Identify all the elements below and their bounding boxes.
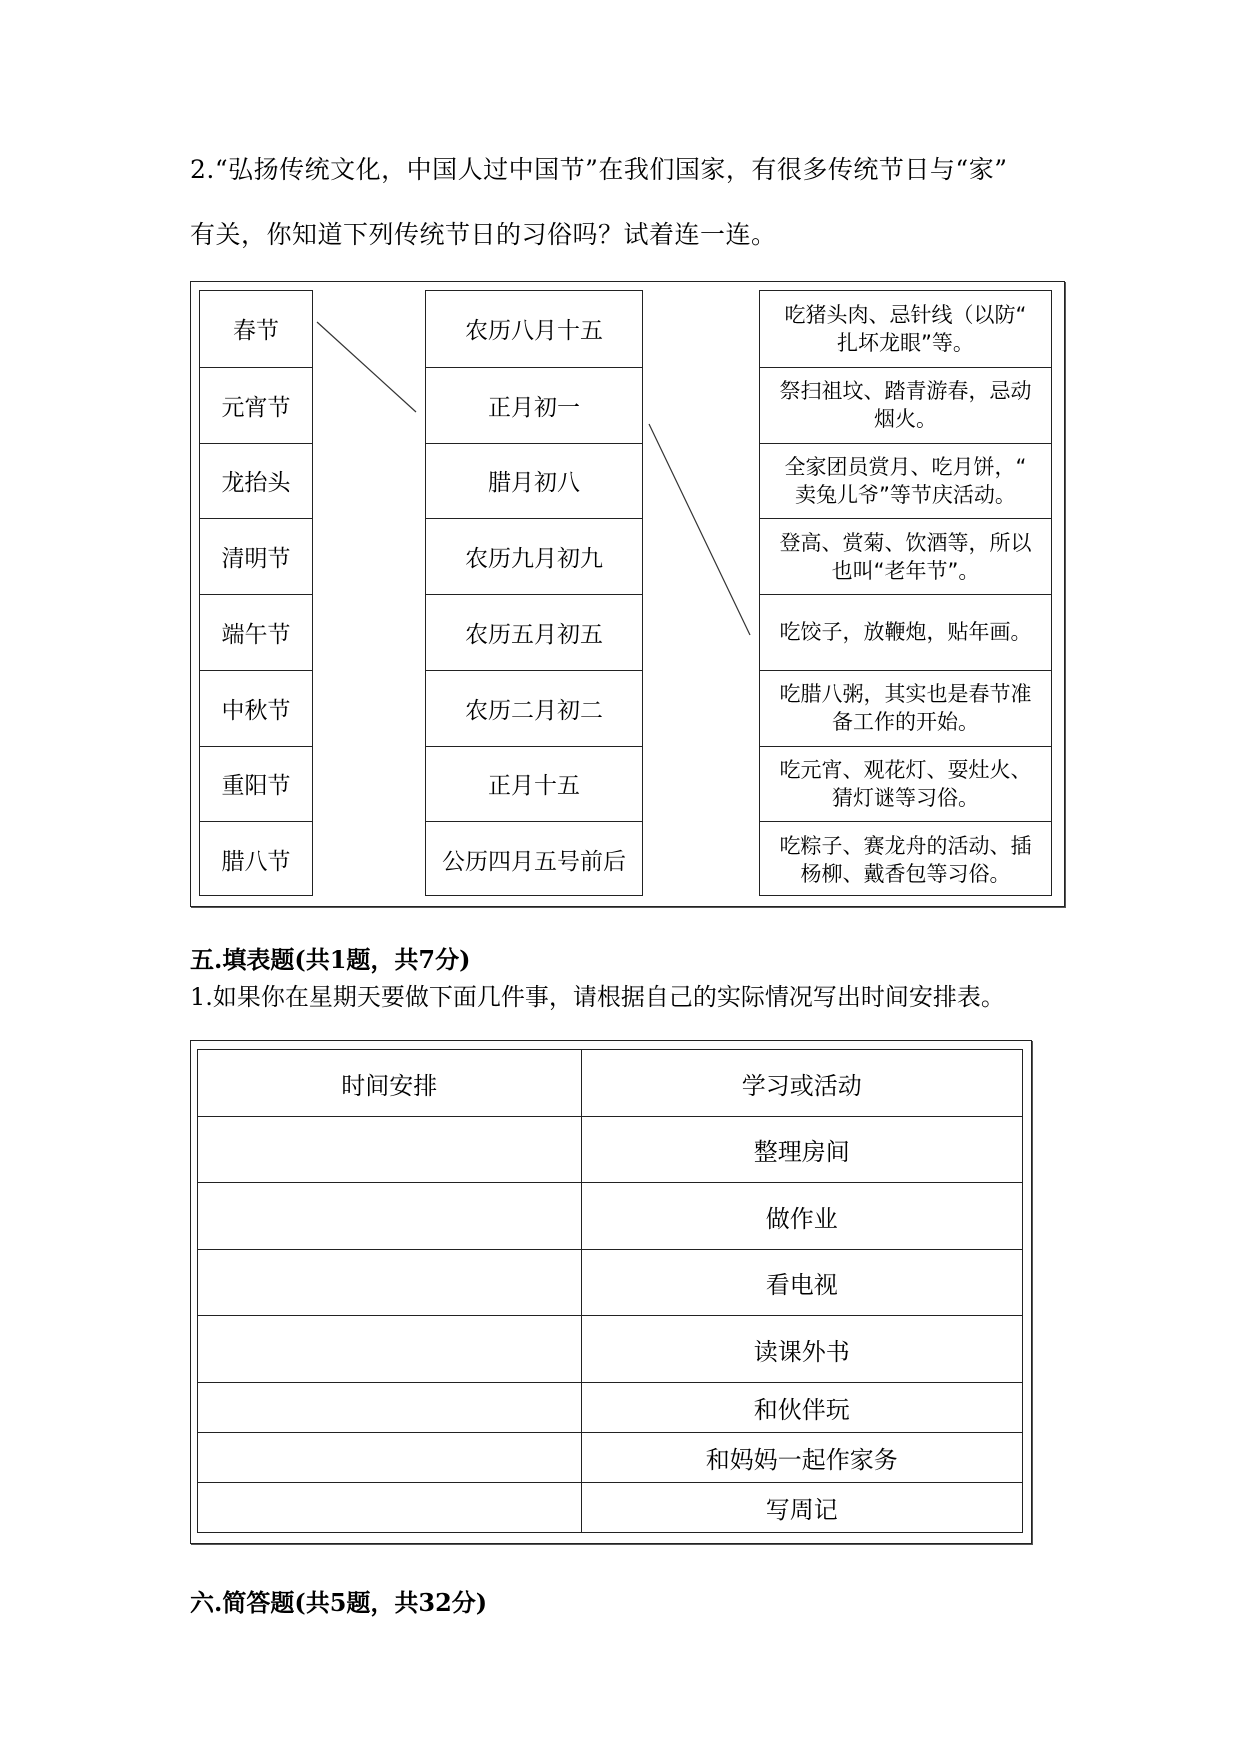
custom-cell bbox=[760, 443, 1051, 519]
schedule-row bbox=[198, 1250, 1023, 1316]
activity-cell: 看电视 bbox=[581, 1250, 1022, 1316]
custom-text bbox=[780, 618, 1032, 646]
custom-cell bbox=[760, 367, 1051, 443]
schedule-row bbox=[198, 1117, 1023, 1183]
custom-text-line: 扎坏龙眼”等。 bbox=[837, 330, 974, 355]
date-cell: 农历九月初九 bbox=[426, 518, 642, 594]
activity-cell: 整理房间 bbox=[581, 1117, 1022, 1183]
date-column bbox=[425, 290, 643, 896]
custom-cell bbox=[760, 821, 1051, 897]
time-input-cell[interactable] bbox=[198, 1483, 582, 1533]
custom-text-line: 也叫“老年节”。 bbox=[831, 558, 980, 583]
custom-cell bbox=[760, 291, 1051, 367]
festival-cell: 龙抬头 bbox=[200, 443, 312, 519]
header-time: 时间安排 bbox=[198, 1050, 582, 1117]
custom-text bbox=[780, 529, 1032, 585]
custom-text bbox=[785, 453, 1027, 509]
custom-text-line: 杨柳、戴香包等习俗。 bbox=[800, 861, 1011, 886]
festival-cell: 中秋节 bbox=[200, 670, 312, 746]
activity-cell: 读课外书 bbox=[581, 1316, 1022, 1383]
custom-cell bbox=[760, 746, 1051, 822]
date-cell: 腊月初八 bbox=[426, 443, 642, 519]
custom-text bbox=[780, 756, 1032, 812]
custom-text-line: 烟火。 bbox=[874, 407, 937, 432]
activity-cell: 做作业 bbox=[581, 1183, 1022, 1250]
custom-cell bbox=[760, 594, 1051, 670]
custom-text-line: 吃饺子，放鞭炮，贴年画。 bbox=[779, 620, 1032, 645]
section-6-heading: 六.简答题(共5题，共32分) bbox=[190, 1588, 488, 1617]
activity-cell: 和伙伴玩 bbox=[581, 1383, 1022, 1433]
time-input-cell[interactable] bbox=[198, 1117, 582, 1183]
question-2-line-2: 有关，你知道下列传统节日的习俗吗？试着连一连。 bbox=[190, 220, 777, 249]
custom-text-line: 卖兔儿爷”等节庆活动。 bbox=[795, 482, 1016, 507]
custom-cell bbox=[760, 518, 1051, 594]
festival-column bbox=[199, 290, 313, 896]
custom-text bbox=[780, 377, 1032, 433]
festival-cell: 清明节 bbox=[200, 518, 312, 594]
festival-cell: 端午节 bbox=[200, 594, 312, 670]
date-cell: 农历二月初二 bbox=[426, 670, 642, 746]
festival-cell: 腊八节 bbox=[200, 821, 312, 897]
date-cell: 农历五月初五 bbox=[426, 594, 642, 670]
schedule-row bbox=[198, 1383, 1023, 1433]
custom-text-line: 祭扫祖坟、踏青游春，忌动 bbox=[779, 379, 1032, 404]
activity-cell: 和妈妈一起作家务 bbox=[581, 1433, 1022, 1483]
schedule-table-frame bbox=[190, 1040, 1032, 1544]
custom-text bbox=[785, 301, 1027, 357]
festival-cell: 春节 bbox=[233, 318, 279, 345]
custom-text-line: 登高、赏菊、饮酒等，所以 bbox=[779, 530, 1032, 555]
connection-line-1 bbox=[317, 322, 416, 412]
custom-column bbox=[759, 290, 1052, 896]
custom-text-line: 备工作的开始。 bbox=[832, 710, 979, 735]
custom-cell bbox=[760, 670, 1051, 746]
date-cell: 正月十五 bbox=[426, 746, 642, 822]
time-input-cell[interactable] bbox=[198, 1383, 582, 1433]
custom-text bbox=[780, 832, 1032, 888]
activity-cell: 写周记 bbox=[581, 1483, 1022, 1533]
matching-exercise bbox=[190, 281, 1065, 907]
custom-text-line: 吃粽子、赛龙舟的活动、插 bbox=[779, 833, 1032, 858]
time-input-cell[interactable] bbox=[198, 1250, 582, 1316]
section-5-heading: 五.填表题(共1题，共7分) bbox=[190, 945, 471, 974]
schedule-table bbox=[197, 1049, 1023, 1533]
date-cell: 公历四月五号前后 bbox=[426, 821, 642, 897]
time-input-cell[interactable] bbox=[198, 1183, 582, 1250]
schedule-row bbox=[198, 1433, 1023, 1483]
festival-cell: 元宵节 bbox=[200, 367, 312, 443]
custom-text-line: 吃腊八粥，其实也是春节准 bbox=[779, 682, 1032, 707]
header-activity: 学习或活动 bbox=[581, 1050, 1022, 1117]
custom-text bbox=[780, 680, 1032, 736]
question-2-line-1: 2.“弘扬传统文化，中国人过中国节”在我们国家，有很多传统节日与“家” bbox=[190, 155, 1008, 184]
custom-text-line: 猜灯谜等习俗。 bbox=[832, 785, 979, 810]
section-5-question-1: 1.如果你在星期天要做下面几件事，请根据自己的实际情况写出时间安排表。 bbox=[190, 983, 1005, 1011]
custom-text-line: 吃猪头肉、忌针线（以防“ bbox=[784, 302, 1027, 327]
festival-cell: 重阳节 bbox=[200, 746, 312, 822]
time-input-cell[interactable] bbox=[198, 1316, 582, 1383]
date-cell: 正月初一 bbox=[426, 367, 642, 443]
connection-line-2 bbox=[649, 424, 750, 635]
time-input-cell[interactable] bbox=[198, 1433, 582, 1483]
custom-text-line: 吃元宵、观花灯、耍灶火、 bbox=[779, 757, 1032, 782]
schedule-row bbox=[198, 1483, 1023, 1533]
schedule-row bbox=[198, 1316, 1023, 1383]
schedule-row bbox=[198, 1183, 1023, 1250]
date-cell: 农历八月十五 bbox=[465, 318, 603, 345]
custom-text-line: 全家团员赏月、吃月饼，“ bbox=[784, 454, 1027, 479]
